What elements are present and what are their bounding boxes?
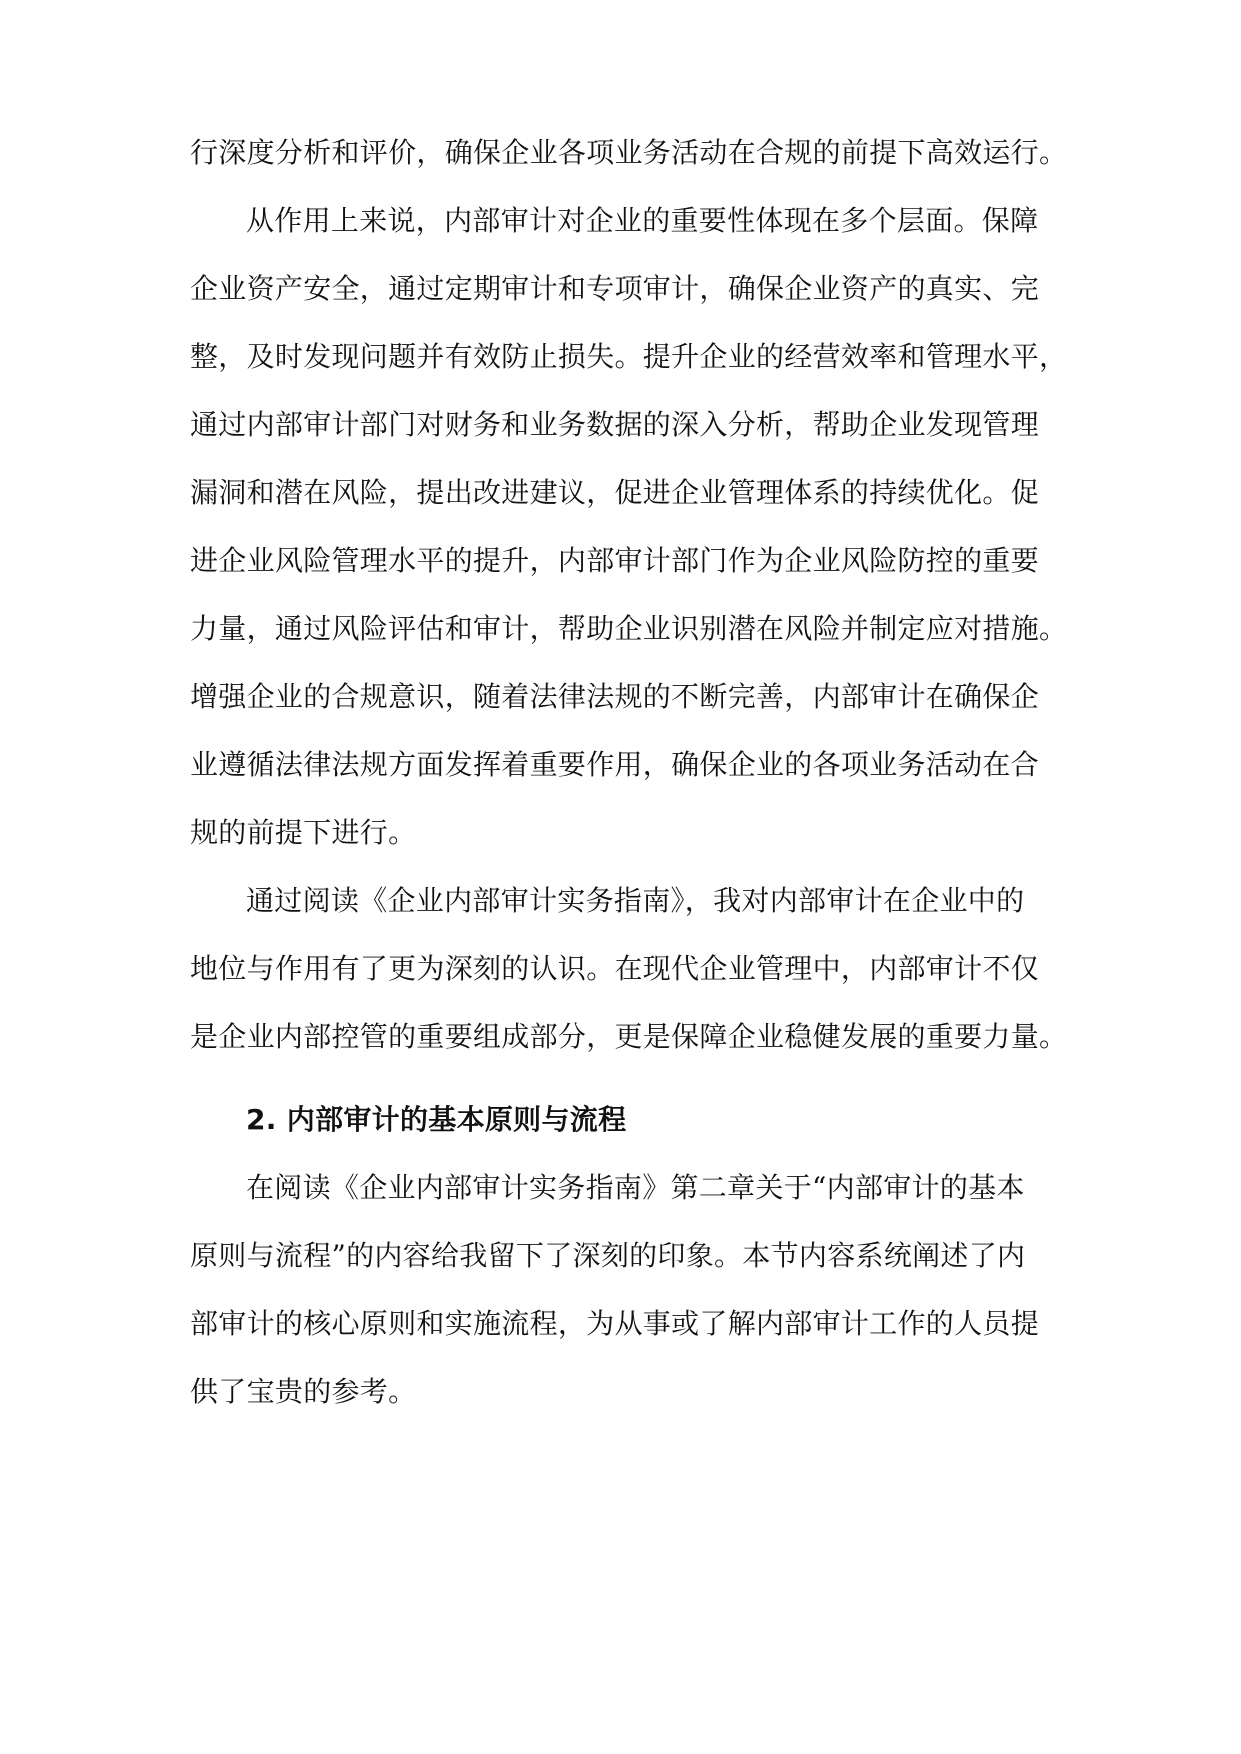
paragraph-4-line-1: 在阅读《企业内部审计实务指南》第二章关于“内部审计的基本 <box>246 1171 1025 1204</box>
paragraph-2-line-1: 从作用上来说，内部审计对企业的重要性体现在多个层面。保障 <box>246 204 1039 237</box>
paragraph-3-line-3: 是企业内部控管的重要组成部分，更是保障企业稳健发展的重要力量。 <box>190 1020 1068 1053</box>
paragraph-2-line-3: 整，及时发现问题并有效防止损失。提升企业的经营效率和管理水平， <box>190 340 1068 373</box>
paragraph-2-line-6: 进企业风险管理水平的提升，内部审计部门作为企业风险防控的重要 <box>190 544 1040 577</box>
paragraph-2-line-7: 力量，通过风险评估和审计，帮助企业识别潜在风险并制定应对措施。 <box>190 612 1068 645</box>
section-heading: 2. 内部审计的基本原则与流程 <box>246 1103 627 1136</box>
paragraph-2-line-2: 企业资产安全，通过定期审计和专项审计，确保企业资产的真实、完 <box>190 272 1040 305</box>
paragraph-4-line-4: 供了宝贵的参考。 <box>190 1375 417 1408</box>
paragraph-2-line-8: 增强企业的合规意识，随着法律法规的不断完善，内部审计在确保企 <box>190 680 1040 713</box>
paragraph-4-line-2: 原则与流程”的内容给我留下了深刻的印象。本节内容系统阐述了内 <box>190 1239 1026 1272</box>
paragraph-2-line-4: 通过内部审计部门对财务和业务数据的深入分析，帮助企业发现管理 <box>190 408 1040 441</box>
paragraph-4-line-3: 部审计的核心原则和实施流程，为从事或了解内部审计工作的人员提 <box>190 1307 1040 1340</box>
paragraph-3-line-2: 地位与作用有了更为深刻的认识。在现代企业管理中，内部审计不仅 <box>190 952 1040 985</box>
paragraph-3-line-1: 通过阅读《企业内部审计实务指南》，我对内部审计在企业中的 <box>246 884 1025 917</box>
paragraph-2-line-10: 规的前提下进行。 <box>190 816 417 849</box>
paragraph-2-line-5: 漏洞和潜在风险，提出改进建议，促进企业管理体系的持续优化。促 <box>190 476 1040 509</box>
paragraph-1-line-1: 行深度分析和评价，确保企业各项业务活动在合规的前提下高效运行。 <box>190 136 1068 169</box>
paragraph-2-line-9: 业遵循法律法规方面发挥着重要作用，确保企业的各项业务活动在合 <box>190 748 1040 781</box>
